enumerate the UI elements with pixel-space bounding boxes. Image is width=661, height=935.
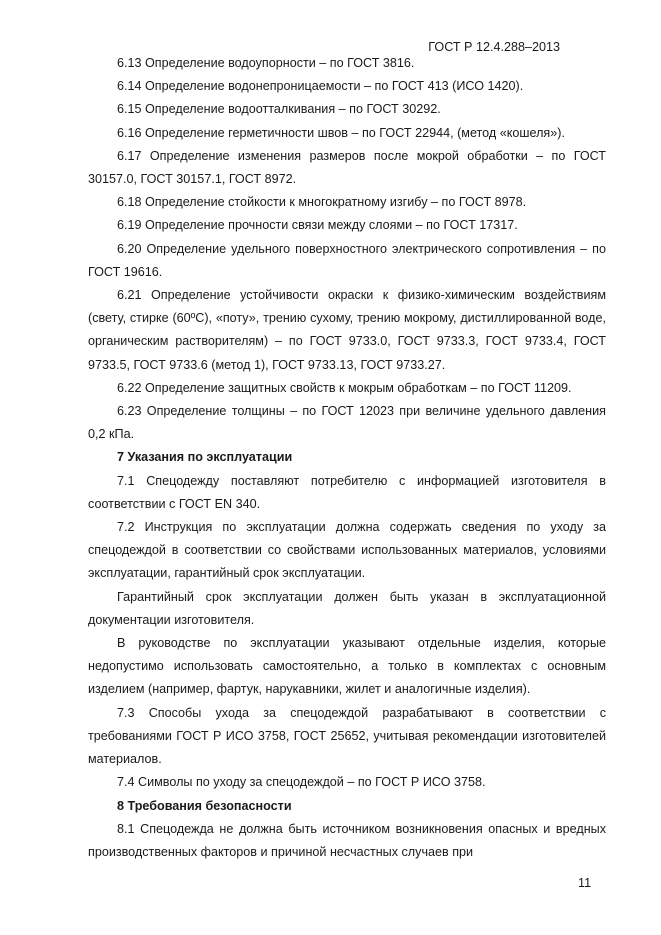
paragraph: 6.15 Определение водоотталкивания – по ГОСТ 30292. (117, 102, 441, 117)
paragraph: 6.23 Определение толщины – по ГОСТ 12023 при величине удельного давления 0,2 кПа. (88, 404, 606, 442)
document-code-header: ГОСТ Р 12.4.288–2013 (428, 40, 560, 54)
paragraph: 6.18 Определение стойкости к многократному изгибу – по ГОСТ 8978. (117, 195, 527, 210)
paragraph: 7.3 Способы ухода за спецодеждой разрабатывают в соответствии с требованиями ГОСТ Р ИСО 3758, ГОСТ 25652, учитывая рекомендации изготовителей материалов. (88, 705, 606, 767)
paragraph: 6.13 Определение водоупорности – по ГОСТ 3816. (117, 56, 415, 70)
page-number: 11 (578, 876, 592, 890)
paragraph: 6.17 Определение изменения размеров после мокрой обработки – по ГОСТ 30157.0, ГОСТ 30157.1, ГОСТ 8972. (88, 148, 606, 187)
document-body (88, 52, 606, 864)
paragraph: 6.20 Определение удельного поверхностного электрического сопротивления – по ГОСТ 19616. (88, 241, 606, 279)
paragraph: 6.19 Определение прочности связи между слоями – по ГОСТ 17317. (117, 218, 518, 233)
paragraph: В руководстве по эксплуатации указывают отдельные изделия, которые недопустимо использовать самостоятельно, а только в комплектах с основным изделием (например, фартук, нарукавники, жилет и аналогичные изделия). (88, 636, 606, 697)
paragraph: 6.21 Определение устойчивости окраски к физико-химическим воздействиям (свету, стирке (60ºС), «поту», трению сухому, трению мокрому, дистиллированной воде, органическим растворителям) – по ГОСТ 9733.0, ГОСТ 9733.3, ГОСТ 9733.4, ГОСТ 9733.5, ГОСТ 9733.6 (метод 1), ГОСТ 9733.13, ГОСТ 9733.27. (88, 288, 606, 372)
section-heading: 7 Указания по эксплуатации (117, 450, 293, 465)
paragraph: 6.14 Определение водонепроницаемости – по ГОСТ 413 (ИСО 1420). (117, 79, 524, 94)
paragraph: 6.22 Определение защитных свойств к мокрым обработкам – по ГОСТ 11209. (117, 380, 572, 395)
paragraph: 7.1 Спецодежду поставляют потребителю с информацией изготовителя в соответствии с ГОСТ EN 340. (88, 473, 606, 511)
paragraph: Гарантийный срок эксплуатации должен быть указан в эксплуатационной документации изготовителя. (88, 589, 606, 627)
paragraph: 7.4 Символы по уходу за спецодеждой – по ГОСТ Р ИСО 3758. (117, 775, 486, 790)
paragraph: 8.1 Спецодежда не должна быть источником возникновения опасных и вредных производственных факторов и причиной несчастных случаев при (88, 821, 606, 859)
section-heading: 8 Требования безопасности (117, 798, 292, 813)
paragraph: 6.16 Определение герметичности швов – по ГОСТ 22944, (метод «кошеля»). (117, 125, 565, 140)
paragraph: 7.2 Инструкция по эксплуатации должна содержать сведения по уходу за спецодеждой в соответствии со свойствами использованных материалов, условиями эксплуатации, гарантийный срок эксплуатации. (88, 520, 606, 581)
